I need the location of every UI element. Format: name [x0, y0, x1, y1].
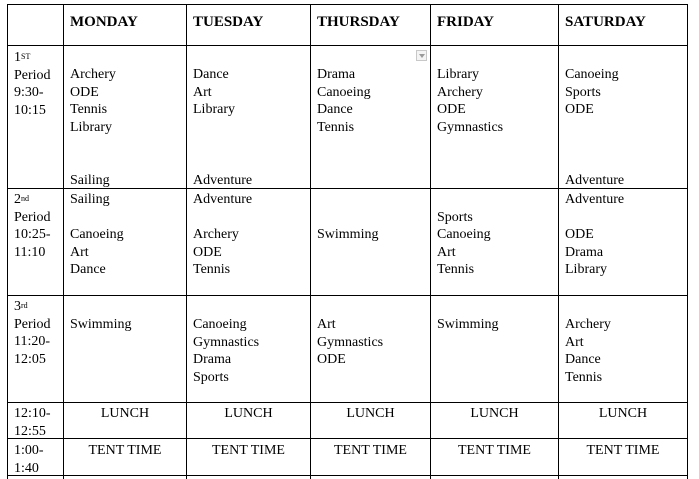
- activity-item: Sports: [193, 369, 229, 385]
- activity-item: [437, 191, 491, 209]
- activity-item: Art: [437, 244, 456, 260]
- activity-item: Drama: [193, 352, 232, 368]
- activity-item: ODE: [565, 227, 594, 243]
- activity-item: [70, 209, 124, 227]
- table-border-left: [7, 4, 8, 479]
- activity-item: ODE: [70, 84, 99, 100]
- activity-item: Swimming: [70, 317, 132, 332]
- cell-p3-tuesday: [193, 316, 259, 386]
- cell-p1-saturday-bottom: Adventure: [565, 173, 625, 188]
- activity-item: Drama: [565, 244, 604, 260]
- chevron-down-icon[interactable]: [416, 50, 427, 61]
- activity-item: Gymnastics: [193, 334, 260, 350]
- activity-item: Canoeing: [193, 317, 247, 332]
- row-divider: [7, 45, 688, 46]
- tent-thursday: TENT TIME: [334, 443, 407, 458]
- header-saturday: SATURDAY: [565, 14, 646, 30]
- activity-item: [565, 209, 624, 227]
- activity-item: Art: [565, 334, 584, 350]
- activity-item: Gymnastics: [437, 119, 504, 135]
- activity-item: Library: [70, 119, 112, 135]
- activity-item: Library: [193, 102, 235, 118]
- activity-item: Art: [193, 84, 212, 100]
- cell-p2-thursday: [317, 191, 378, 244]
- activity-item: Dance: [317, 102, 353, 118]
- period-end: 11:10: [14, 244, 46, 260]
- lunch-friday: LUNCH: [470, 406, 519, 421]
- period-start: 9:30-: [14, 85, 44, 101]
- activity-item: Canoeing: [565, 67, 619, 82]
- cell-p1-thursday: [317, 66, 371, 136]
- activity-item: Dance: [70, 262, 106, 278]
- cell-p3-friday: [437, 316, 498, 334]
- period-start: 11:20-: [14, 334, 51, 350]
- lunch-thursday: LUNCH: [346, 406, 395, 421]
- activity-item: Gymnastics: [317, 334, 384, 350]
- period-word: Period: [14, 209, 51, 225]
- activity-item: Archery: [193, 227, 239, 243]
- activity-item: Sports: [437, 209, 473, 225]
- row-divider: [7, 438, 688, 439]
- tent-end: 1:40: [14, 460, 39, 476]
- cell-p2-tuesday: [193, 191, 252, 279]
- header-monday: MONDAY: [70, 14, 138, 30]
- cell-p3-saturday: [565, 316, 611, 386]
- tent-start: 1:00-: [14, 443, 44, 458]
- tent-time-label: [14, 442, 44, 477]
- period-end: 12:05: [14, 351, 46, 367]
- table-border-right: [687, 4, 688, 479]
- header-friday: FRIDAY: [437, 14, 494, 30]
- tent-tuesday: TENT TIME: [212, 443, 285, 458]
- activity-item: Adventure: [565, 192, 625, 207]
- cell-p1-tuesday-bottom: Adventure: [193, 173, 253, 188]
- lunch-time-label: [14, 405, 51, 440]
- period-number: 1: [14, 50, 21, 65]
- period-suffix: ST: [21, 52, 31, 61]
- activity-item: ODE: [317, 352, 346, 368]
- row-divider: [7, 475, 688, 476]
- activity-item: Canoeing: [317, 84, 371, 100]
- cell-p1-friday: [437, 66, 503, 136]
- activity-item: ODE: [437, 102, 466, 118]
- period-2-label: [14, 191, 51, 261]
- tent-friday: TENT TIME: [458, 443, 531, 458]
- activity-item: Canoeing: [70, 227, 124, 243]
- cell-p2-monday: [70, 191, 124, 279]
- activity-item: ODE: [565, 102, 594, 118]
- period-end: 10:15: [14, 102, 46, 118]
- tent-saturday: TENT TIME: [586, 443, 660, 458]
- cell-p2-friday: [437, 191, 491, 279]
- cell-p3-thursday: [317, 316, 383, 369]
- period-number: 2: [14, 192, 21, 207]
- activity-item: Art: [70, 244, 89, 260]
- period-1-label: [14, 49, 51, 119]
- period-suffix: rd: [21, 301, 28, 310]
- activity-item: Dance: [565, 352, 601, 368]
- cell-p2-saturday: [565, 191, 624, 279]
- cell-p3-monday: [70, 316, 131, 334]
- activity-item: Archery: [565, 317, 611, 332]
- activity-item: Art: [317, 317, 336, 332]
- period-start: 10:25-: [14, 227, 51, 243]
- activity-item: Sailing: [70, 192, 110, 207]
- activity-item: Adventure: [193, 192, 253, 207]
- activity-item: Archery: [70, 67, 116, 82]
- activity-item: Sports: [565, 84, 601, 100]
- activity-item: ODE: [193, 244, 222, 260]
- header-thursday: THURSDAY: [317, 14, 400, 30]
- activity-item: Swimming: [317, 227, 379, 243]
- activity-item: Tennis: [317, 119, 355, 135]
- activity-item: [317, 191, 378, 209]
- header-tuesday: TUESDAY: [193, 14, 264, 30]
- activity-item: Tennis: [437, 262, 475, 278]
- cell-p1-saturday: [565, 66, 619, 119]
- activity-item: [193, 209, 252, 227]
- activity-item: Tennis: [565, 369, 603, 385]
- activity-item: Archery: [437, 84, 483, 100]
- lunch-tuesday: LUNCH: [224, 406, 273, 421]
- table-border-top: [7, 4, 688, 5]
- cell-p1-tuesday: [193, 66, 235, 119]
- period-number: 3: [14, 299, 21, 314]
- activity-item: Library: [437, 67, 479, 82]
- cell-p1-monday-bottom: Sailing: [70, 173, 110, 188]
- lunch-saturday: LUNCH: [598, 406, 648, 421]
- activity-item: Drama: [317, 67, 356, 82]
- activity-item: Tennis: [70, 102, 108, 118]
- lunch-monday: LUNCH: [100, 406, 150, 421]
- activity-item: Swimming: [437, 317, 499, 332]
- lunch-end: 12:55: [14, 423, 46, 439]
- period-suffix: nd: [21, 194, 29, 203]
- activity-item: Tennis: [193, 262, 231, 278]
- period-word: Period: [14, 67, 51, 83]
- activity-item: Canoeing: [437, 227, 491, 243]
- lunch-start: 12:10-: [14, 406, 51, 421]
- activity-item: Library: [565, 262, 607, 278]
- activity-item: [317, 209, 378, 227]
- tent-monday: TENT TIME: [88, 443, 162, 458]
- period-3-label: [14, 298, 51, 368]
- row-divider: [7, 402, 688, 403]
- activity-item: Dance: [193, 67, 229, 82]
- period-word: Period: [14, 316, 51, 332]
- cell-p1-monday: [70, 66, 116, 136]
- row-divider: [7, 295, 688, 296]
